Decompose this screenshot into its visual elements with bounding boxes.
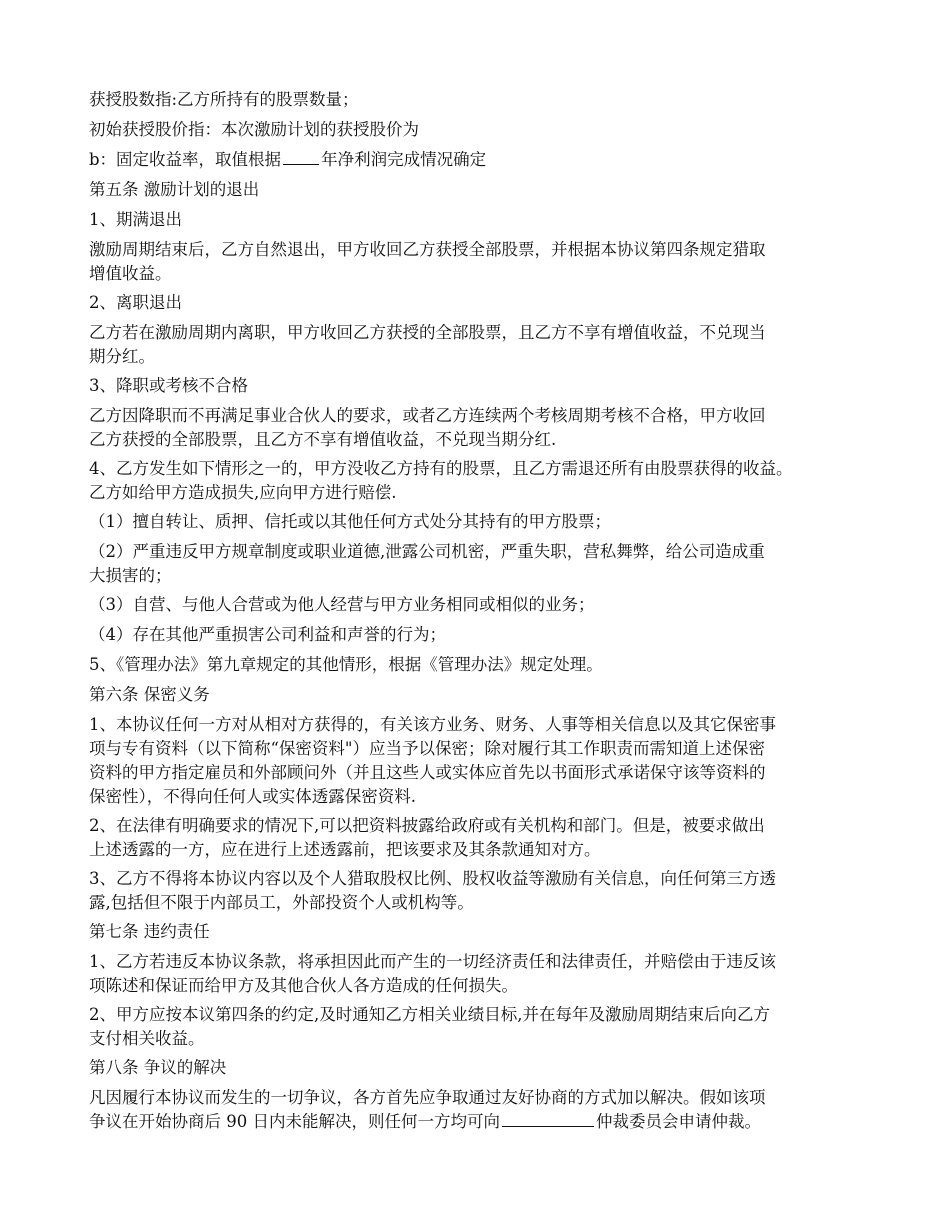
liability-clause-1: 1、乙方若违反本协议条款，将承担因此而产生的一切经济责任和法律责任，并赔偿由于违反该 项陈述和保证而给甲方及其他合伙人各方造成的任何损失。 [89,952,776,995]
forfeiture-item-1: （1）擅自转让、质押、信托或以其他任何方式处分其持有的甲方股票； [89,512,611,531]
forfeiture-clause: 4、乙方发生如下情形之一的，甲方没收乙方持有的股票，且乙方需退还所有由股票获得的收益。 乙方如给甲方造成损失,应向甲方进行赔偿. [89,459,793,502]
forfeiture-item-4: （4）存在其他严重损害公司利益和声誉的行为； [89,625,446,644]
confidentiality-clause-3: 3、乙方不得将本协议内容以及个人猎取股权比例、股权收益等激励有关信息，向任何第三方透 露,包括但不限于内部员工，外部投资个人或机构等。 [89,869,776,912]
confidentiality-clause-1: 1、本协议任何一方对从相对方获得的，有关该方业务、财务、人事等相关信息以及其它保密事 项与专有资料（以下简称“保密资料"）应当予以保密；除对履行其工作职责而需知道上述保密 资料的甲方指定雇员和外部顾问外（并且这些人或实体应首先以书面形式承诺保守该等资料的 保密性），不得向任何人或实体透露保密资料. [89,715,776,806]
forfeiture-item-3: （3）自营、与他人合营或为他人经营与甲方业务相同或相似的业务； [89,595,595,614]
definition-fixed-rate: b：固定收益率，取值根据 年净利润完成情况确定 [89,150,487,169]
liability-clause-2: 2、甲方应按本议第四条的约定,及时通知乙方相关业绩目标,并在每年及激励周期结束后向乙方 支付相关收益。 [89,1005,770,1048]
article-8-heading: 第八条 争议的解决 [89,1058,227,1077]
article-5-heading: 第五条 激励计划的退出 [89,180,260,199]
forfeiture-item-2: （2）严重违反甲方规章制度或职业道德,泄露公司机密，严重失职，营私舞弊，给公司造成重 大损害的； [89,542,765,585]
article-7-heading: 第七条 违约责任 [89,922,210,941]
article-6-heading: 第六条 保密义务 [89,685,210,704]
arbitration-blank [502,1112,594,1127]
confidentiality-clause-2: 2、在法律有明确要求的情况下,可以把资料披露给政府或有关机构和部门。但是，被要求做出 上述透露的一方，应在进行上述透露前，把该要求及其条款通知对方。 [89,816,765,859]
definition-granted-shares: 获授股数指:乙方所持有的股票数量； [89,90,359,109]
year-blank [283,150,319,165]
exit-on-expiry-heading: 1、期满退出 [89,210,182,229]
definition-initial-price: 初始获授股价指：本次激励计划的获授股价为 [89,120,419,139]
other-circumstances: 5、《管理办法》第九章规定的其他情形，根据《管理办法》规定处理。 [89,655,603,674]
exit-on-expiry-text: 激励周期结束后，乙方自然退出，甲方收回乙方获授全部股票，并根据本协议第四条规定猎取 增值收益。 [89,240,766,283]
demotion-heading: 3、降职或考核不合格 [89,376,248,395]
demotion-text: 乙方因降职而不再满足事业合伙人的要求，或者乙方连续两个考核周期考核不合格，甲方收回 乙方获授的全部股票，且乙方不享有增值收益，不兑现当期分红. [89,406,766,449]
dispute-clause: 凡因履行本协议而发生的一切争议，各方首先应争取通过友好协商的方式加以解决。假如该项 争议在开始协商后 90 日内未能解决，则任何一方均可向 仲裁委员会申请仲裁。 [89,1088,766,1131]
resignation-exit-text: 乙方若在激励周期内离职，甲方收回乙方获授的全部股票，且乙方不享有增值收益，不兑现当 期分红。 [89,323,766,366]
resignation-exit-heading: 2、离职退出 [89,293,182,312]
